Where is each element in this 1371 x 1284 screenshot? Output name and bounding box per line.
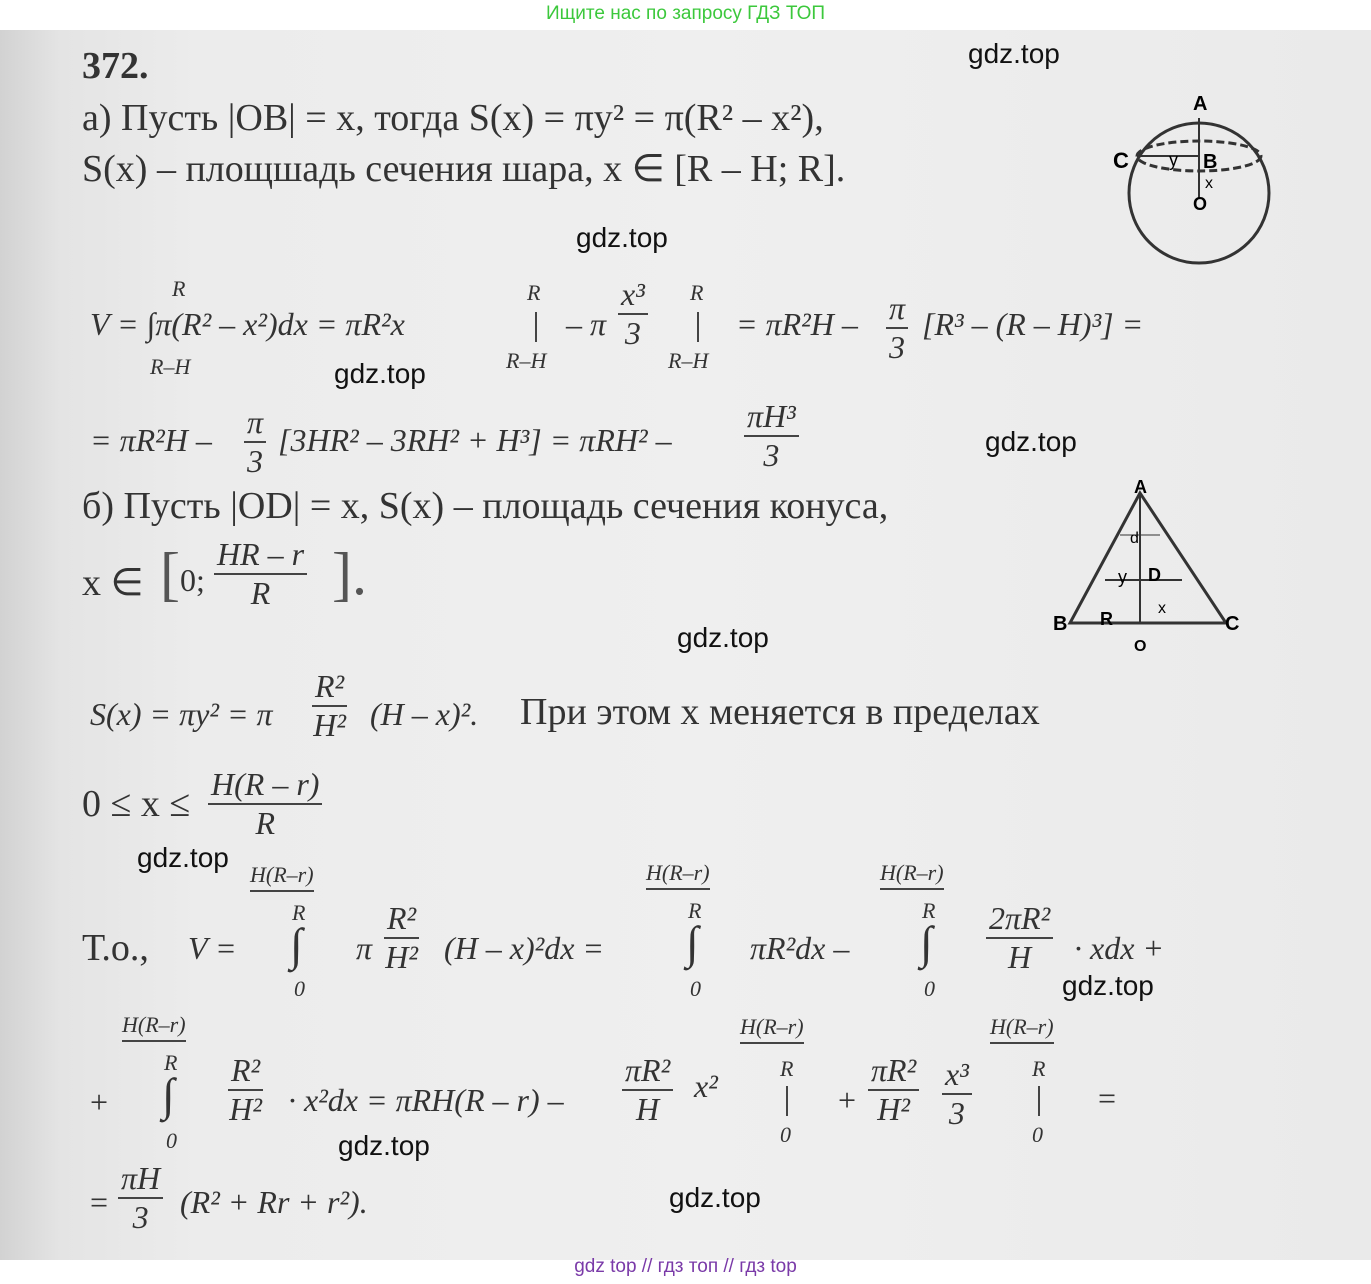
- eq2-pi3: $\frac{\pi}{3}$: [244, 404, 266, 480]
- t4-tail: · x²dx = πRH(R – r) –: [288, 1082, 564, 1118]
- top-banner[interactable]: Ищите нас по запросу ГДЗ ТОП: [545, 3, 826, 24]
- part-b-line1: б) Пусть |OD| = x, S(x) – площадь сечения конуса,: [82, 485, 889, 527]
- sx-text: При этом x меняется в пределах: [520, 691, 1040, 733]
- int-upper: R: [172, 276, 186, 301]
- part-a-line2: S(x) – площшадь сечения шара, x ∈ [R – H; R].: [82, 148, 846, 190]
- lim-up-4: H(R–r): [122, 1012, 186, 1042]
- label-y: y: [1118, 567, 1127, 587]
- label-R: R: [1100, 609, 1113, 629]
- label-D: D: [1148, 565, 1161, 585]
- eval-bar-2: [697, 312, 699, 342]
- sphere-diagram: [1105, 88, 1285, 268]
- t2: πR²dx –: [750, 930, 850, 966]
- t5-frac: $\frac{\text{πR²}}{H}$: [622, 1052, 673, 1128]
- watermark: gdz.top: [985, 426, 1077, 457]
- sub2-lower: R–H: [668, 348, 709, 373]
- t3-frac: $\frac{\text{2πR²}}{H}$: [986, 900, 1053, 976]
- problem-number: 372.: [82, 45, 149, 87]
- eq1-pi3: $\frac{\pi}{3}$: [886, 290, 908, 366]
- lim-r-2: R: [688, 898, 702, 923]
- lim-0-6: 0: [1032, 1122, 1043, 1147]
- t6-frac: $\frac{\text{πR²}}{\text{H²}}$: [868, 1052, 919, 1128]
- watermark: gdz.top: [669, 1182, 761, 1213]
- lim-r-4: R: [164, 1050, 178, 1075]
- eq2-b: [3HR² – 3RH² + H³] = πRH² –: [278, 422, 672, 458]
- eq1-d: [R³ – (R – H)³] =: [922, 306, 1144, 342]
- t6-x3frac: $\frac{\text{x³}}{3}$: [942, 1056, 972, 1132]
- lim-up-5: H(R–r): [740, 1014, 804, 1044]
- label-x: x: [1158, 600, 1166, 617]
- range-frac: $\frac{H(R - r)}{R}$: [208, 766, 322, 842]
- eq1-frac: $\frac{\text{x³}}{3}$: [618, 276, 648, 352]
- lim-up-2: H(R–r): [646, 860, 710, 890]
- watermark: gdz.top: [137, 842, 229, 873]
- plus: +: [90, 1084, 109, 1120]
- lim-0-4: 0: [166, 1128, 177, 1153]
- to-label: Т.о.,: [82, 927, 149, 969]
- sx-b: (H – x)².: [370, 696, 479, 732]
- lim-r-6: R: [1032, 1056, 1046, 1081]
- sub-lower: R–H: [506, 348, 547, 373]
- label-B: B: [1053, 613, 1068, 635]
- label-A: A: [1193, 93, 1208, 115]
- lim-0-2: 0: [690, 976, 701, 1001]
- lim-r-5: R: [780, 1056, 794, 1081]
- sx-a: S(x) = πy² = π: [90, 696, 273, 732]
- eq2-a: = πR²H –: [90, 422, 212, 458]
- final-frac: $\frac{\pi H}{3}$: [118, 1160, 163, 1236]
- label-B: B: [1203, 151, 1218, 173]
- label-d: d: [1130, 530, 1139, 547]
- t4-frac: $\frac{\text{R²}}{\text{H²}}$: [229, 1052, 262, 1127]
- lim-up-3: H(R–r): [880, 860, 944, 890]
- eq1-a: V = ∫π(R² – x²)dx = πR²x: [90, 306, 405, 342]
- watermark: gdz.top: [576, 222, 668, 253]
- final-tail: (R² + Rr + r²).: [180, 1184, 368, 1220]
- cone-outline: [1070, 493, 1226, 623]
- v-eq: V =: [188, 930, 237, 966]
- label-O: O: [1134, 638, 1147, 655]
- lim-up-1: H(R–r): [250, 862, 314, 892]
- watermark: gdz.top: [1062, 970, 1154, 1001]
- sub-upper: R: [527, 280, 541, 305]
- watermark: gdz.top: [677, 622, 769, 653]
- lim-up-6: H(R–r): [990, 1014, 1054, 1044]
- eval-bar: [535, 312, 537, 342]
- lim-0-5: 0: [780, 1122, 791, 1147]
- watermark: gdz.top: [338, 1130, 430, 1161]
- eq1-c: = πR²H –: [736, 306, 858, 342]
- part-b-line2-pre: x ∈: [82, 562, 144, 604]
- label-C: C: [1225, 613, 1240, 635]
- label-y: y: [1169, 150, 1178, 170]
- t1-frac: $\frac{\text{R²}}{\text{H²}}$: [385, 900, 418, 975]
- t3-tail: · xdx +: [1074, 930, 1164, 966]
- sub2-upper: R: [690, 280, 704, 305]
- t1: (H – x)²dx =: [444, 930, 605, 966]
- eqsign: =: [1098, 1080, 1117, 1116]
- interval-frac: $\frac{HR - r}{R}$: [214, 536, 307, 612]
- footer-links[interactable]: gdz top // гдз топ // гдз top: [574, 1256, 797, 1277]
- watermark: gdz.top: [968, 38, 1060, 69]
- t5-x2: x²: [694, 1068, 718, 1104]
- label-O: O: [1193, 194, 1208, 214]
- int-lower: R–H: [150, 354, 191, 379]
- eq2-frac: $\frac{\text{πH³}}{3}$: [744, 398, 799, 474]
- cone-diagram: [1050, 475, 1250, 655]
- part-a-line1: а) Пусть |OB| = x, тогда S(x) = πy² = π(R² – x²),: [82, 97, 824, 139]
- label-C: C: [1113, 148, 1129, 173]
- lim-0-1: 0: [294, 976, 305, 1001]
- sx-frac: $\frac{\text{R²}}{\text{H²}}$: [313, 668, 346, 743]
- label-A: A: [1134, 477, 1147, 497]
- watermark: gdz.top: [334, 358, 426, 389]
- label-x: x: [1205, 175, 1213, 192]
- lim-r-3: R: [922, 898, 936, 923]
- range-pre: 0 ≤ x ≤: [82, 783, 191, 825]
- final-pre: =: [90, 1184, 109, 1220]
- lim-r-1: R: [292, 900, 306, 925]
- lim-0-3: 0: [924, 976, 935, 1001]
- eq1-b: – π: [566, 306, 607, 342]
